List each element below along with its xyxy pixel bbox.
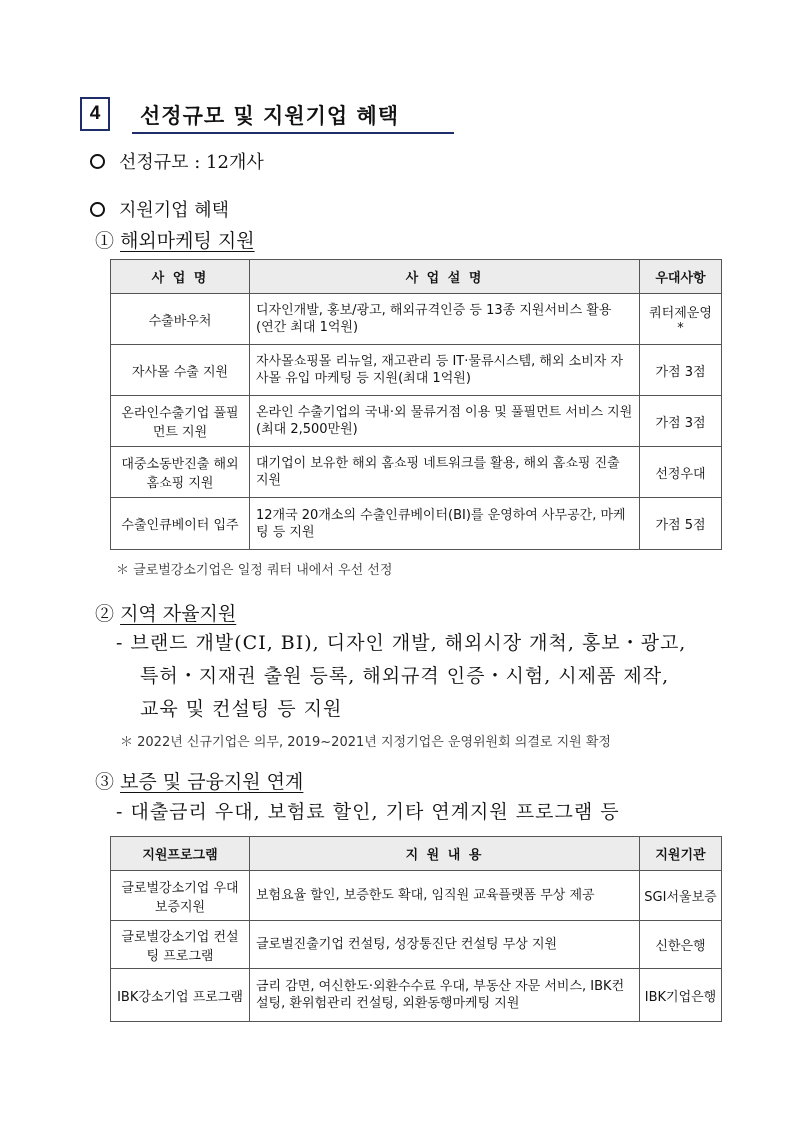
institution: SGI서울보증 [640,871,722,921]
column-header: 지 원 내 용 [250,837,640,871]
bullet-circle-icon [90,202,105,217]
regional-line-2: 특허・지재권 출원 등록, 해외규격 인증・시험, 시제품 제작, [140,665,670,687]
program-description: 글로벌진출기업 컨설팅, 성장통진단 컨설팅 무상 지원 [250,921,640,969]
section-title-underline [132,132,454,134]
table-row [111,396,722,447]
program-description: 온라인 수출기업의 국내·외 물류거점 이용 및 풀필먼트 서비스 지원(최대 2,500만원) [250,396,640,447]
regional-heading [95,599,236,626]
table-row [111,294,722,345]
column-header: 지원기관 [640,837,722,871]
institution: IBK기업은행 [640,969,722,1022]
program-description: 디자인개발, 홍보/광고, 해외규격인증 등 13종 지원서비스 활용 (연간 최대 1억원) [250,294,640,345]
program-description: 12개국 20개소의 수출인큐베이터(BI)를 운영하여 사무공간, 마케팅 등 지원 [250,498,640,550]
column-header: 지원프로그램 [111,837,250,871]
marketing-heading-number: ① [95,230,115,252]
column-header: 사 업 명 [111,260,250,294]
table-header-row [111,837,722,871]
column-header: 우대사항 [640,260,722,294]
marketing-note: ＊ 글로벌강소기업은 일정 쿼터 내에서 우선 선정 [116,563,393,578]
program-name: 글로벌강소기업 우대 보증지원 [111,871,250,921]
preference: 가점 3점 [640,345,722,396]
regional-heading-text: 지역 자율지원 [120,603,237,625]
program-name: 온라인수출기업 풀필먼트 지원 [111,396,250,447]
section-number: 4 [80,97,110,131]
program-name: 수출바우처 [111,294,250,345]
benefits-title-line [90,196,229,222]
bullet-circle-icon [90,154,105,169]
program-name: 글로벌강소기업 컨설팅 프로그램 [111,921,250,969]
program-name: 수출인큐베이터 입주 [111,498,250,550]
finance-heading [95,767,303,794]
institution: 신한은행 [640,921,722,969]
table-header-row [111,260,722,294]
program-name: 대중소동반진출 해외홈쇼핑 지원 [111,447,250,498]
program-description: 대기업이 보유한 해외 홈쇼핑 네트워크를 활용, 해외 홈쇼핑 진출 지원 [250,447,640,498]
selection-scale-text: 선정규모 : 12개사 [119,152,264,173]
finance-heading-number: ③ [95,771,115,793]
marketing-table [110,259,722,550]
table-row [111,921,722,969]
preference: 선정우대 [640,447,722,498]
benefits-title: 지원기업 혜택 [119,200,230,221]
marketing-heading-text: 해외마케팅 지원 [120,230,255,252]
table-row [111,871,722,921]
program-description: 금리 감면, 여신한도·외환수수료 우대, 부동산 자문 서비스, IBK컨설팅, 환위험관리 컨설팅, 외환동행마케팅 지원 [250,969,640,1022]
regional-line-1: - 브랜드 개발(CI, BI), 디자인 개발, 해외시장 개척, 홍보・광고, [116,632,687,654]
program-description: 자사몰쇼핑몰 리뉴얼, 재고관리 등 IT·물류시스템, 해외 소비자 자사몰 유입 마케팅 등 지원(최대 1억원) [250,345,640,396]
selection-scale-line [90,148,264,174]
column-header: 사 업 설 명 [250,260,640,294]
table-row [111,969,722,1022]
finance-line: - 대출금리 우대, 보험료 할인, 기타 연계지원 프로그램 등 [116,801,620,823]
preference: 쿼터제운영* [640,294,722,345]
program-description: 보험요율 할인, 보증한도 확대, 임직원 교육플랫폼 무상 제공 [250,871,640,921]
preference: 가점 5점 [640,498,722,550]
regional-heading-number: ② [95,603,115,625]
finance-heading-text: 보증 및 금융지원 연계 [120,771,304,793]
table-row [111,498,722,550]
table-row [111,345,722,396]
program-name: IBK강소기업 프로그램 [111,969,250,1022]
marketing-heading [95,226,255,253]
table-row [111,447,722,498]
regional-note: ＊ 2022년 신규기업은 의무, 2019~2021년 지정기업은 운영위원회 의결로 지원 확정 [120,735,611,750]
section-title: 선정규모 및 지원기업 혜택 [140,104,400,128]
finance-table [110,836,722,1022]
program-name: 자사몰 수출 지원 [111,345,250,396]
regional-line-3: 교육 및 컨설팅 등 지원 [140,698,343,720]
preference: 가점 3점 [640,396,722,447]
